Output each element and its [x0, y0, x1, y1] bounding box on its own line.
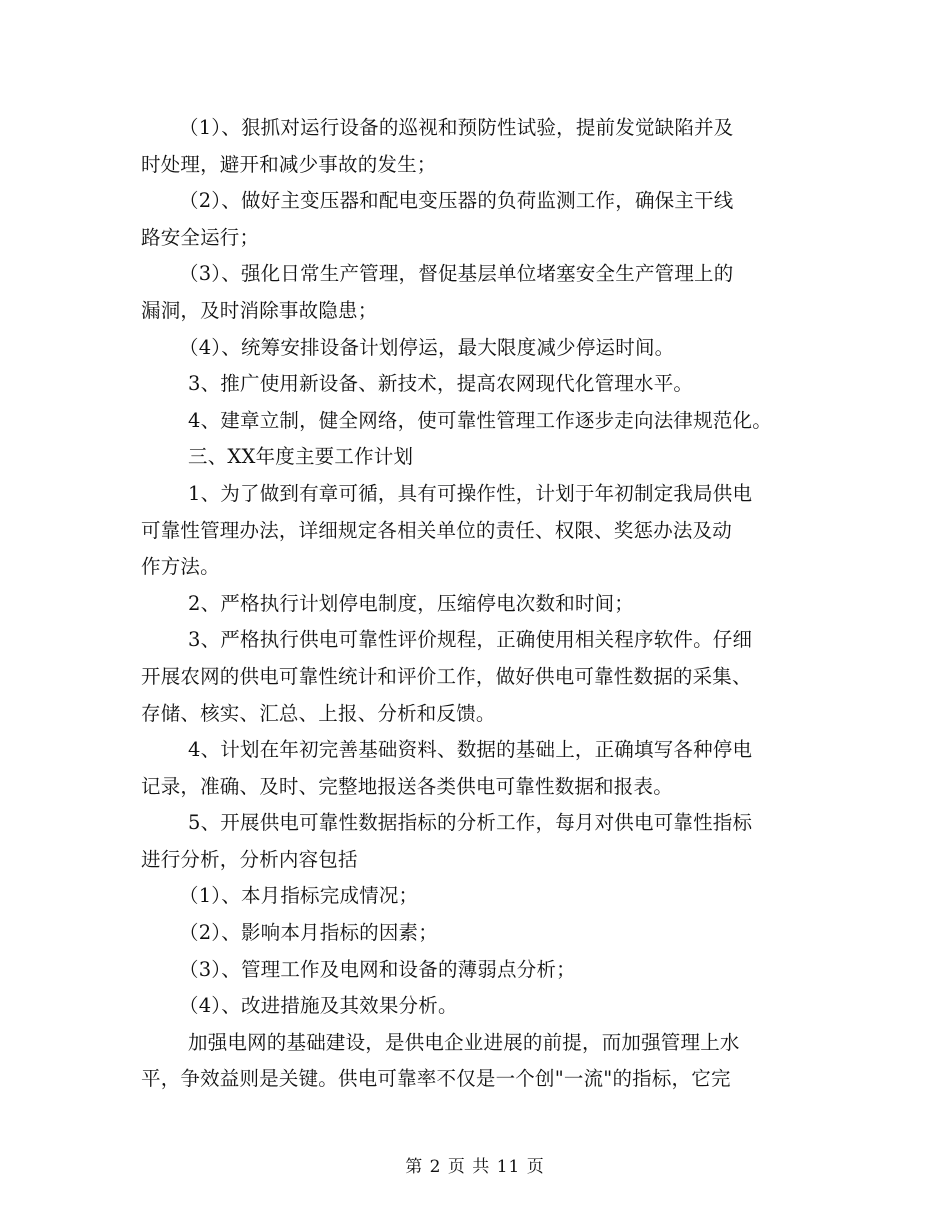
paragraph-line: 漏洞，及时消除事故隐患； — [141, 298, 378, 322]
paragraph-line: 1、为了做到有章可循，具有可操作性，计划于年初制定我局供电 — [188, 481, 753, 505]
paragraph-line: 开展农网的供电可靠性统计和评价工作，做好供电可靠性数据的采集、 — [141, 664, 752, 688]
paragraph-line: 路安全运行； — [141, 225, 260, 249]
list-item: （3）、管理工作及电网和设备的薄弱点分析； — [179, 957, 576, 981]
paragraph-line: 记录，准确、及时、完整地报送各类供电可靠性数据和报表。 — [141, 774, 673, 798]
paragraph-line: （4）、统筹安排设备计划停运，最大限度减少停运时间。 — [179, 335, 675, 359]
paragraph-line: 平，争效益则是关键。供电可靠率不仅是一个创"一流"的指标，它完 — [141, 1067, 731, 1091]
paragraph-line: （3）、强化日常生产管理，督促基层单位堵塞安全生产管理上的 — [179, 262, 734, 286]
paragraph-line: 存储、核实、汇总、上报、分析和反馈。 — [141, 701, 496, 725]
paragraph-line: 3、推广使用新设备、新技术，提高农网现代化管理水平。 — [188, 372, 694, 396]
paragraph-line: 3、严格执行供电可靠性评价规程，正确使用相关程序软件。仔细 — [188, 628, 753, 652]
paragraph-line: 可靠性管理办法，详细规定各相关单位的责任、权限、奖惩办法及动 — [141, 518, 733, 542]
paragraph-line: 时处理，避开和减少事故的发生； — [141, 152, 437, 176]
paragraph-line: 4、建章立制，健全网络，使可靠性管理工作逐步走向法律规范化。 — [188, 408, 772, 432]
section-heading: 三、XX年度主要工作计划 — [188, 445, 414, 469]
paragraph-line: 5、开展供电可靠性数据指标的分析工作，每月对供电可靠性指标 — [188, 811, 753, 835]
paragraph-line: 进行分析，分析内容包括 — [141, 847, 358, 871]
list-item: （4）、改进措施及其效果分析。 — [179, 994, 458, 1018]
paragraph-line: 作方法。 — [141, 555, 220, 579]
paragraph-line: 2、严格执行计划停电制度，压缩停电次数和时间； — [188, 591, 635, 615]
page-number-footer: 第 2 页 共 11 页 — [405, 1157, 545, 1177]
paragraph-line: （1）、狠抓对运行设备的巡视和预防性试验，提前发觉缺陷并及 — [179, 116, 734, 139]
paragraph-line: 4、计划在年初完善基础资料、数据的基础上，正确填写各种停电 — [188, 738, 753, 762]
paragraph-line: 加强电网的基础建设，是供电企业进展的前提，而加强管理上水 — [188, 1030, 740, 1054]
body-text — [141, 110, 821, 1098]
paragraph-line: （2）、做好主变压器和配电变压器的负荷监测工作，确保主干线 — [179, 189, 734, 213]
list-item: （2）、影响本月指标的因素； — [179, 921, 438, 945]
list-item: （1）、本月指标完成情况； — [179, 884, 419, 908]
